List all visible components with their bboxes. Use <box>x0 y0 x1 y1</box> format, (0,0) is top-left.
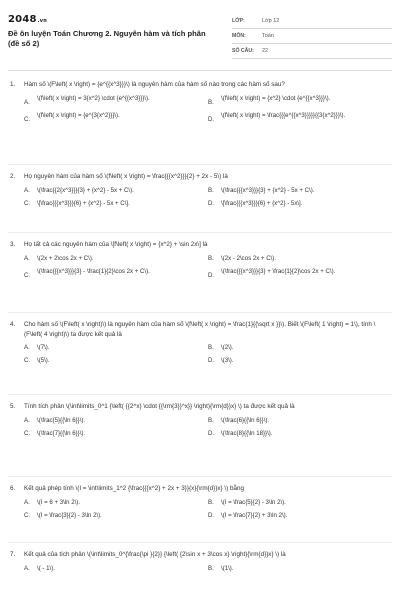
meta-value: Toán <box>262 33 274 39</box>
option-key: D. <box>208 429 215 437</box>
option-key: B. <box>208 186 214 194</box>
question-separator <box>8 164 392 165</box>
option-b[interactable] <box>208 498 388 507</box>
meta-row-count <box>232 44 392 59</box>
option-text: \(\frac{8}{{\ln 18}}\). <box>221 429 273 437</box>
option-text: \(\frac{{2{x^3}}}{3} + {x^2} - 5x + C\). <box>37 186 134 194</box>
option-b[interactable] <box>208 564 388 573</box>
question-number: 6. <box>10 485 16 492</box>
option-key: B. <box>208 98 214 106</box>
option-text: \(7\). <box>37 344 50 351</box>
option-key: A. <box>24 564 30 572</box>
option-d[interactable] <box>208 199 388 208</box>
option-key: D. <box>208 357 215 364</box>
question-number: 5. <box>10 403 16 410</box>
option-key: A. <box>24 186 30 194</box>
logo-main: 2048 <box>8 14 37 25</box>
option-d[interactable] <box>208 111 388 124</box>
option-text: \[\frac{{{x^3}}}{6} + {x^2} - 5x\]. <box>221 199 303 207</box>
option-text: \(\frac{7}{{\ln 6}}\). <box>37 429 86 437</box>
option-text: \(I = \frac{7}{2} + 3\ln 2\). <box>221 511 288 519</box>
option-text: \(\frac{{{x^3}}}{3} - \frac{1}{2}\cos 2x + C\). <box>37 267 150 275</box>
option-text: \(2\). <box>221 344 234 351</box>
meta-key: SỐ CÂU: <box>232 48 254 54</box>
question-5 <box>10 402 388 438</box>
question-text: Kết quả của tích phân \(\int\limits_0^{\frac{\pi }{2}} {\left( {2\sin x + 3\cos x} \right){\rm{d}}x} \) là <box>24 551 286 558</box>
question-text: Cho hàm số \(F\left( x \right)\) là nguyên hàm của hàm số \(f\left( x \right) = \frac{1}{{\sqrt x }}\). Biết \(F\left( 1 \right) = 1\), tính \(F\left( 4 \right)\) ta được kết quả là <box>24 321 376 338</box>
question-number: 3. <box>10 241 16 248</box>
question-text: Hàm số \(F\left( x \right) = {e^{{x^3}}}\) là nguyên hàm của hàm số nào trong các hàm số sau? <box>24 81 285 88</box>
option-text: \(f\left( x \right) = 3{x^2} \cdot {e^{{x^3}}}\). <box>37 94 150 102</box>
option-text: \(\frac{{{x^3}}}{3} + \frac{1}{2}\cos 2x + C\). <box>221 267 336 275</box>
option-key: B. <box>208 254 214 262</box>
option-text: \(2x - 2\cos 2x + C\). <box>221 254 277 262</box>
option-b[interactable] <box>208 343 388 352</box>
option-a[interactable] <box>24 186 204 195</box>
option-text: \(\frac{5}{{\ln 6}}\). <box>37 416 86 424</box>
document-header <box>8 14 392 58</box>
option-b[interactable] <box>208 416 388 425</box>
question-text: Họ nguyên hàm của hàm số \(f\left( x \right) = \frac{{{x^2}}}{2} + 2x - 5\) là <box>24 173 228 180</box>
option-key: A. <box>24 416 30 424</box>
question-number: 4. <box>10 321 16 328</box>
option-key: C. <box>24 199 31 207</box>
option-key: D. <box>208 199 215 207</box>
logo-suffix: .vn <box>37 18 47 24</box>
question-6 <box>10 484 388 520</box>
option-key: D. <box>208 511 215 519</box>
question-separator <box>8 542 392 543</box>
question-number: 2. <box>10 173 16 180</box>
meta-row-grade <box>232 14 392 29</box>
option-c[interactable] <box>24 199 204 208</box>
question-number: 7. <box>10 551 16 558</box>
option-key: A. <box>24 98 30 106</box>
option-text: \(I = \frac{3}{2} - 3\ln 2\). <box>37 511 102 519</box>
question-separator <box>8 232 392 233</box>
question-separator <box>8 394 392 395</box>
option-a[interactable] <box>24 343 204 352</box>
option-a[interactable] <box>24 94 204 107</box>
meta-key: LỚP: <box>232 18 245 24</box>
option-text: \(\frac{6}{{\ln 6}}\). <box>221 416 270 424</box>
option-a[interactable] <box>24 254 204 263</box>
meta-value: Lớp 12 <box>262 18 280 24</box>
option-text: \(\frac{{{x^3}}}{3} + {x^2} - 5x + C\). <box>221 186 315 194</box>
option-text: \(I = 6 + 3\ln 2\). <box>37 498 81 506</box>
question-1 <box>10 80 388 124</box>
option-key: B. <box>208 416 214 424</box>
option-text: \(5\). <box>37 357 50 364</box>
option-key: C. <box>24 115 31 123</box>
question-4 <box>10 320 388 365</box>
option-key: B. <box>208 498 214 506</box>
option-key: A. <box>24 498 30 506</box>
option-d[interactable] <box>208 511 388 520</box>
option-key: B. <box>208 344 214 351</box>
option-a[interactable] <box>24 498 204 507</box>
option-text: \(I = \frac{5}{2} - 3\ln 2\). <box>221 498 286 506</box>
question-text: Họ tất cả các nguyên hàm của \[f\left( x \right) = {x^2} + \sin 2x\] là <box>24 241 208 248</box>
option-a[interactable] <box>24 416 204 425</box>
option-text: \(f\left( x \right) = \frac{{{e^{{x^3}}}}}{{3{x^2}}}\). <box>221 111 346 119</box>
option-d[interactable] <box>208 429 388 438</box>
question-separator <box>8 312 392 313</box>
option-text: \(2x + 2\cos 2x + C\). <box>37 254 94 262</box>
question-number: 1. <box>10 81 16 88</box>
question-text: Tính tích phân \(\int\limits_0^1 {\left( {{2^x} \cdot {{\rm{3}}^x}} \right){\rm{d}}x} \) ta được kết quả là <box>24 403 295 410</box>
question-2 <box>10 172 388 208</box>
option-c[interactable] <box>24 511 204 520</box>
meta-table <box>232 14 392 59</box>
meta-value: 22 <box>262 48 269 54</box>
option-b[interactable] <box>208 186 388 195</box>
document-title: Đề ôn luyện Toán Chương 2. Nguyên hàm và tích phân (đề số 2) <box>8 29 206 48</box>
header-divider <box>8 70 392 71</box>
option-b[interactable] <box>208 254 388 263</box>
meta-row-subject <box>232 29 392 44</box>
option-key: C. <box>24 429 31 437</box>
option-key: C. <box>24 271 31 279</box>
meta-key: MÔN: <box>232 33 246 39</box>
option-c[interactable] <box>24 429 204 438</box>
option-key: D. <box>208 271 215 279</box>
option-text: \(3\). <box>221 357 234 364</box>
option-key: B. <box>208 564 214 572</box>
option-key: C. <box>24 511 31 519</box>
question-3 <box>10 240 388 280</box>
question-separator <box>8 476 392 477</box>
option-text: \(1\). <box>221 564 234 572</box>
option-key: A. <box>24 254 30 262</box>
option-b[interactable] <box>208 94 388 107</box>
option-d[interactable] <box>208 267 388 280</box>
site-logo[interactable] <box>8 14 47 25</box>
option-key: D. <box>208 115 215 123</box>
option-text: \( - 1\). <box>37 564 55 572</box>
option-key: C. <box>24 357 31 364</box>
option-text: \(f\left( x \right) = {x^2} \cdot {e^{{x^3}}}\). <box>221 94 331 102</box>
option-text: \[\frac{{{x^3}}}{6} + {x^2} - 5x + C\]. <box>37 199 130 207</box>
question-text: Kết quả phép tính \(I = \int\limits_1^2 {\frac{{{x^2} + 2x + 3}}{x}{\rm{d}}x} \) bằng <box>24 485 244 492</box>
option-d[interactable] <box>208 356 388 365</box>
option-text: \(f\left( x \right) = {e^{3{x^2}}}\). <box>37 111 120 119</box>
question-7 <box>10 550 388 573</box>
option-c[interactable] <box>24 111 204 124</box>
option-key: A. <box>24 344 30 351</box>
option-c[interactable] <box>24 356 204 365</box>
option-a[interactable] <box>24 564 204 573</box>
option-c[interactable] <box>24 267 204 280</box>
